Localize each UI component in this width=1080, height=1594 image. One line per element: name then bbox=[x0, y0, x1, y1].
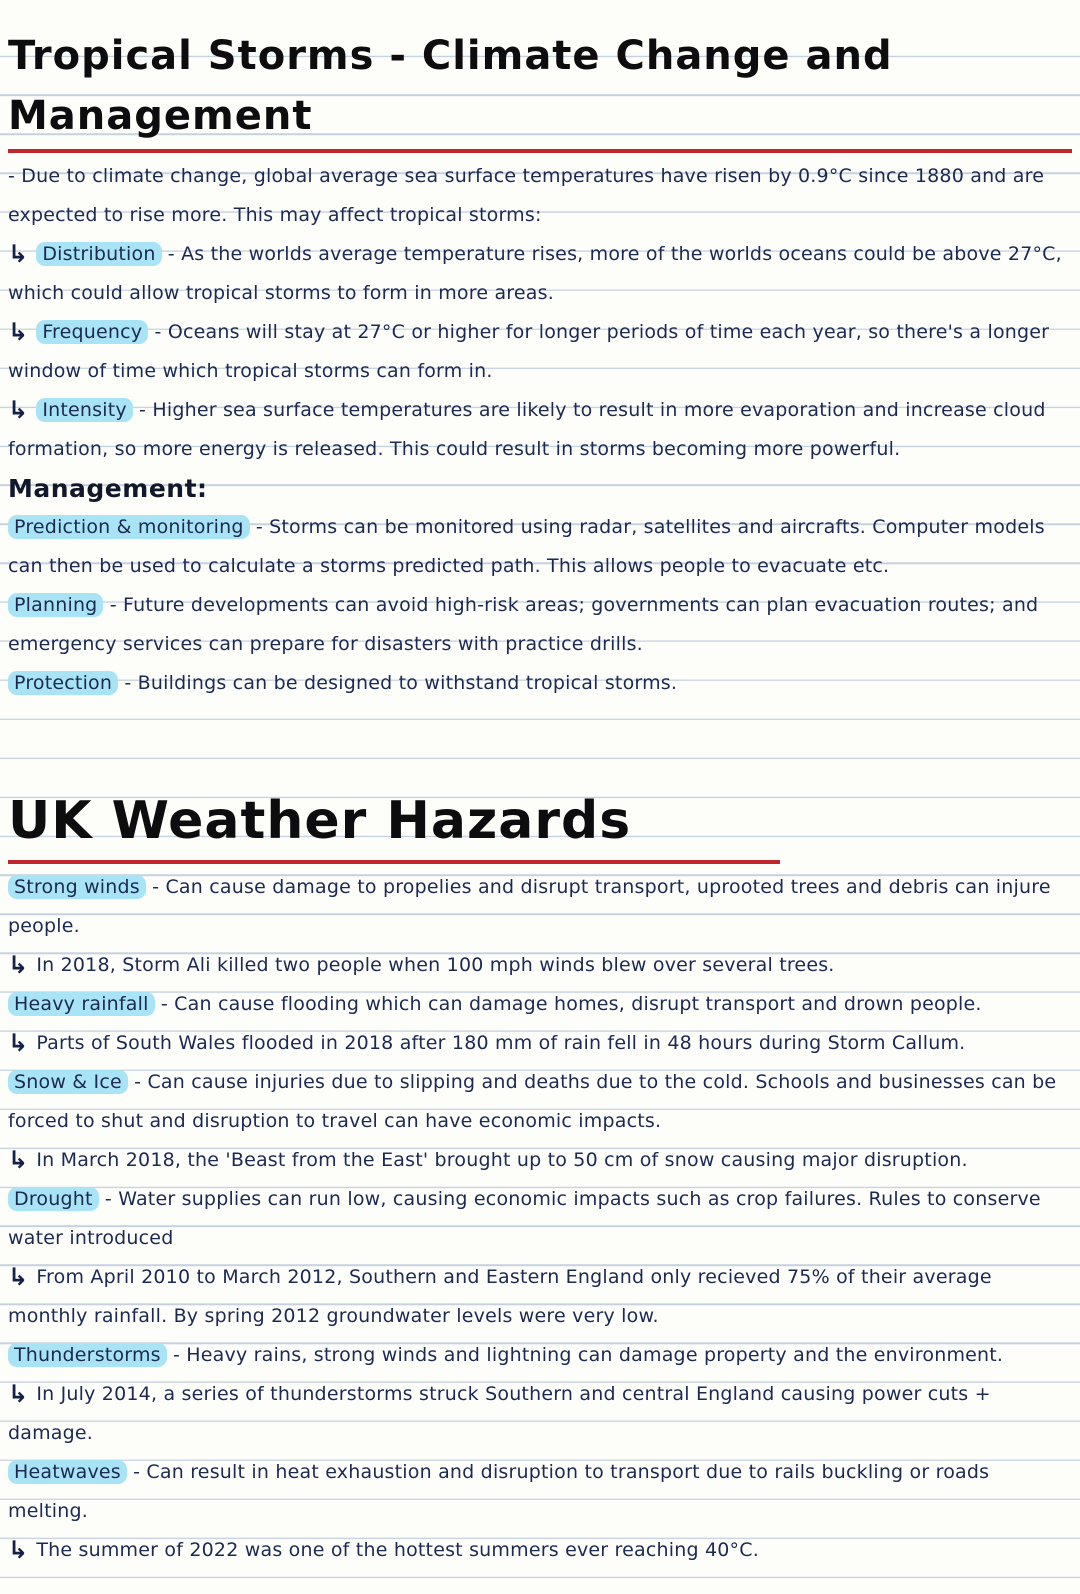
arrow-icon: ↳ bbox=[8, 1146, 29, 1174]
list-item-distribution bbox=[8, 235, 1072, 313]
management-heading: Management: bbox=[8, 474, 208, 503]
hazard-main bbox=[8, 985, 1072, 1024]
term-highlight: Snow & Ice bbox=[8, 1070, 128, 1094]
list-item-intensity bbox=[8, 391, 1072, 469]
term-highlight: Intensity bbox=[36, 398, 133, 422]
example-text: From April 2010 to March 2012, Southern and Eastern England only recieved 75% of their average monthly rainfall. By spring 2012 groundwater levels were very low. bbox=[8, 1266, 992, 1327]
list-item-planning bbox=[8, 586, 1072, 664]
hazard-item-thunderstorms bbox=[8, 1336, 1072, 1453]
arrow-icon: ↳ bbox=[8, 1536, 29, 1564]
term-highlight: Planning bbox=[8, 593, 103, 617]
hazard-example bbox=[8, 1024, 1072, 1063]
hazard-main bbox=[8, 1180, 1072, 1258]
item-text: - Can cause injuries due to slipping and deaths due to the cold. Schools and businesses can be forced to shut and disruption to travel can have economic impacts. bbox=[8, 1071, 1057, 1132]
section-divider-space bbox=[8, 703, 1072, 785]
arrow-icon: ↳ bbox=[8, 1380, 29, 1408]
item-text: - Buildings can be designed to withstand tropical storms. bbox=[118, 672, 678, 694]
hazard-item-heavy-rainfall bbox=[8, 985, 1072, 1063]
example-text: Parts of South Wales flooded in 2018 after 180 mm of rain fell in 48 hours during Storm Callum. bbox=[36, 1032, 966, 1054]
item-text: - Can cause flooding which can damage homes, disrupt transport and drown people. bbox=[154, 993, 982, 1015]
list-item-protection bbox=[8, 664, 1072, 703]
hazard-item-strong-winds bbox=[8, 868, 1072, 985]
term-highlight: Frequency bbox=[36, 320, 148, 344]
hazard-main bbox=[8, 1336, 1072, 1375]
item-text: - Future developments can avoid high-risk areas; governments can plan evacuation routes; and emergency services can prepare for disasters with practice drills. bbox=[8, 594, 1039, 655]
section-tropical-storms bbox=[8, 26, 1072, 703]
example-text: In July 2014, a series of thunderstorms struck Southern and central England causing power cuts + damage. bbox=[8, 1383, 991, 1444]
term-highlight: Protection bbox=[8, 671, 118, 695]
term-highlight: Heavy rainfall bbox=[8, 992, 155, 1016]
hazard-example bbox=[8, 1375, 1072, 1453]
arrow-icon: ↳ bbox=[8, 1263, 29, 1291]
example-text: The summer of 2022 was one of the hottest summers ever reaching 40°C. bbox=[36, 1539, 759, 1561]
arrow-icon: ↳ bbox=[8, 318, 29, 346]
list-item-prediction-monitoring bbox=[8, 508, 1072, 586]
arrow-icon: ↳ bbox=[8, 1029, 29, 1057]
hazard-main bbox=[8, 1063, 1072, 1141]
section-title: UK Weather Hazards bbox=[8, 785, 780, 864]
term-highlight: Distribution bbox=[36, 242, 161, 266]
hazard-main bbox=[8, 868, 1072, 946]
item-text: - Higher sea surface temperatures are likely to result in more evaporation and increase cloud formation, so more energy is released. This could result in storms becoming more powerful. bbox=[8, 399, 1046, 460]
hazard-main bbox=[8, 1453, 1072, 1531]
item-text: - Heavy rains, strong winds and lightning can damage property and the environment. bbox=[166, 1344, 1004, 1366]
item-text: - Water supplies can run low, causing economic impacts such as crop failures. Rules to conserve water introduced bbox=[8, 1188, 1041, 1249]
arrow-icon: ↳ bbox=[8, 951, 29, 979]
item-text: - Oceans will stay at 27°C or higher for longer periods of time each year, so there's a longer window of time which tropical storms can form in. bbox=[8, 321, 1050, 382]
item-text: - As the worlds average temperature rises, more of the worlds oceans could be above 27°C, which could allow tropical storms to form in more areas. bbox=[8, 243, 1062, 304]
arrow-icon: ↳ bbox=[8, 240, 29, 268]
hazard-example bbox=[8, 1141, 1072, 1180]
term-highlight: Heatwaves bbox=[8, 1460, 127, 1484]
item-text: - Storms can be monitored using radar, satellites and aircrafts. Computer models can then be used to calculate a storms predicted path. This allows people to evacuate etc. bbox=[8, 516, 1045, 577]
term-highlight: Thunderstorms bbox=[8, 1343, 167, 1367]
hazard-example bbox=[8, 946, 1072, 985]
hazard-example bbox=[8, 1258, 1072, 1336]
example-text: In March 2018, the 'Beast from the East' brought up to 50 cm of snow causing major disruption. bbox=[36, 1149, 968, 1171]
hazard-item-drought bbox=[8, 1180, 1072, 1336]
hazard-example bbox=[8, 1531, 1072, 1570]
item-text: - Can result in heat exhaustion and disruption to transport due to rails buckling or roads melting. bbox=[8, 1461, 990, 1522]
section-uk-weather-hazards bbox=[8, 785, 1072, 1570]
list-item-frequency bbox=[8, 313, 1072, 391]
hazard-item-snow-ice bbox=[8, 1063, 1072, 1180]
hazard-item-heatwaves bbox=[8, 1453, 1072, 1570]
term-highlight: Drought bbox=[8, 1187, 99, 1211]
page-title: Tropical Storms - Climate Change and Management bbox=[8, 26, 1072, 153]
intro-text: - Due to climate change, global average sea surface temperatures have risen by 0.9°C since 1880 and are expected to rise more. This may affect tropical storms: bbox=[8, 165, 1045, 226]
term-highlight: Strong winds bbox=[8, 875, 146, 899]
example-text: In 2018, Storm Ali killed two people when 100 mph winds blew over several trees. bbox=[36, 954, 835, 976]
item-text: - Can cause damage to propelies and disrupt transport, uprooted trees and debris can injure people. bbox=[8, 876, 1051, 937]
term-highlight: Prediction & monitoring bbox=[8, 515, 250, 539]
arrow-icon: ↳ bbox=[8, 396, 29, 424]
